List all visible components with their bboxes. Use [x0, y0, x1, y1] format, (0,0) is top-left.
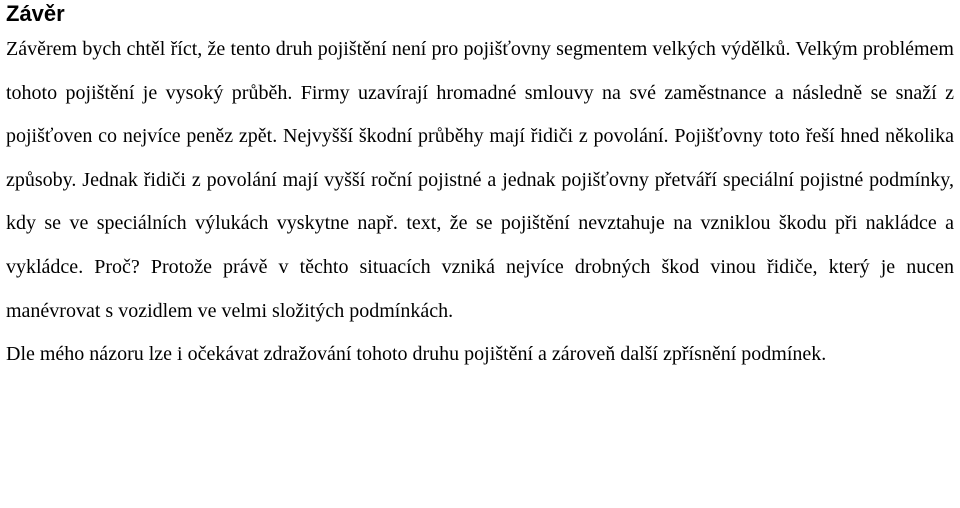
- paragraph-opinion: Dle mého názoru lze i očekávat zdražování tohoto druhu pojištění a zároveň další zpřísnění podmínek.: [6, 343, 827, 366]
- paragraph-conclusion: Závěrem bych chtěl říct, že tento druh pojištění není pro pojišťovny segmentem velkých výdělků. Velkým problémem tohoto pojištění je vysoký průběh. Firmy uzavírají hromadné smlouvy na své zaměstnance a následně se snaží z pojišťoven co nejvíce peněz zpět. Nejvyšší škodní průběhy mají řidiči z povolání. Pojišťovny toto řeší hned několika způsoby. Jednak řidiči z povolání mají vyšší roční pojistné a jednak pojišťovny přetváří speciální pojistné podmínky, kdy se ve speciálních výlukách vyskytne např. text, že se pojištění nevztahuje na vzniklou škodu při nakládce a vykládce. Proč? Protože právě v těchto situacích vzniká nejvíce drobných škod vinou řidiče, který je nucen manévrovat s vozidlem ve velmi složitých podmínkách.: [6, 38, 954, 322]
- section-heading: Závěr: [6, 1, 65, 26]
